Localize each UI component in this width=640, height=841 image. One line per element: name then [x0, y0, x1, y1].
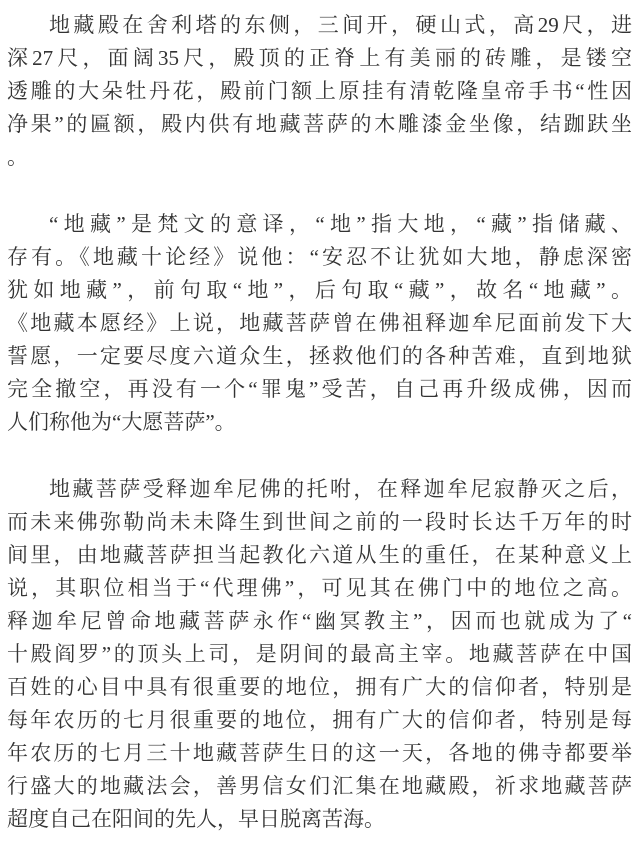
text-line: 犹如地藏”，前句取“地”，后句取“藏”，故名“地藏”。	[7, 278, 632, 302]
text-line: 人们称他为“大愿菩萨”。	[7, 410, 236, 434]
text-line: 净果”的匾额，殿内供有地藏菩萨的木雕漆金坐像，结跏趺坐	[7, 112, 632, 136]
text-line: 透雕的大朵牡丹花，殿前门额上原挂有清乾隆皇帝手书“性因	[7, 79, 632, 103]
text-line: 超度自己在阳间的先人，早日脱离苦海。	[7, 807, 385, 831]
text-line: 完全撤空，再没有一个“罪鬼”受苦，自己再升级成佛，因而	[7, 377, 632, 401]
paragraph-2	[7, 208, 632, 439]
text-line: 每年农历的七月很重要的地位，拥有广大的信仰者，特别是每	[7, 708, 632, 732]
text-line: 释迦牟尼曾命地藏菩萨永作“幽冥教主”，因而也就成为了“	[7, 609, 632, 633]
text-line: 间里，由地藏菩萨担当起教化六道从生的重任，在某种意义上	[7, 543, 632, 567]
text-line: 地藏菩萨受释迦牟尼佛的托咐，在释迦牟尼寂静灭之后，	[49, 477, 632, 501]
text-line: 年农历的七月三十地藏菩萨生日的这一天，各地的佛寺都要举	[7, 741, 632, 765]
text-line: 百姓的心目中具有很重要的地位，拥有广大的信仰者，特别是	[7, 675, 632, 699]
document-page	[7, 9, 632, 836]
text-line: 说，其职位相当于“代理佛”，可见其在佛门中的地位之高。	[7, 576, 632, 600]
paragraph-3	[7, 473, 632, 836]
text-line: 《地藏本愿经》上说，地藏菩萨曾在佛祖释迦牟尼面前发下大	[7, 311, 632, 335]
text-line: “地藏”是梵文的意译，“地”指大地，“藏”指储藏、	[49, 212, 632, 236]
text-line: 行盛大的地藏法会，善男信女们汇集在地藏殿，祈求地藏菩萨	[7, 774, 632, 798]
text-line: 地藏殿在舍利塔的东侧，三间开，硬山式，高29尺，进	[49, 13, 632, 37]
paragraph-1	[7, 9, 632, 174]
text-line: 。	[7, 145, 28, 169]
text-line: 十殿阎罗”的顶头上司，是阴间的最高主宰。地藏菩萨在中国	[7, 642, 632, 666]
text-line: 誓愿，一定要尽度六道众生，拯救他们的各种苦难，直到地狱	[7, 344, 632, 368]
text-line: 而未来佛弥勒尚未未降生到世间之前的一段时长达千万年的时	[7, 510, 632, 534]
text-line: 存有。《地藏十论经》说他：“安忍不让犹如大地，静虑深密	[7, 245, 632, 269]
text-line: 深27尺，面阔35尺，殿顶的正脊上有美丽的砖雕，是镂空	[7, 46, 632, 70]
